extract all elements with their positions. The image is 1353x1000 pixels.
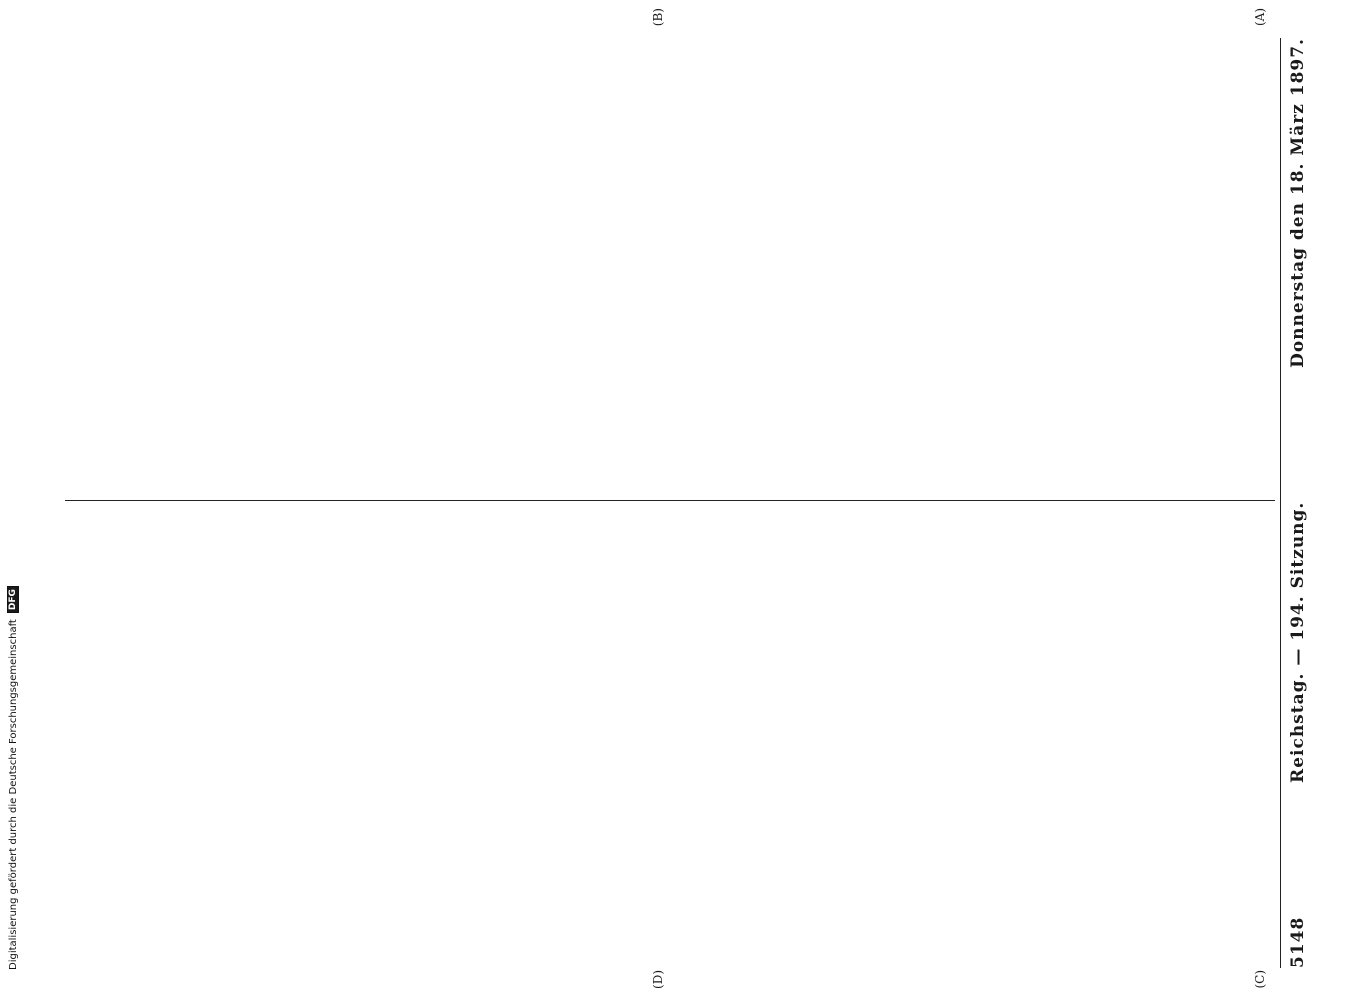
session-title: Reichstag. — 194. Sitzung. <box>1288 501 1308 783</box>
margin-mark-a: (A) <box>1253 8 1267 27</box>
page-header <box>1283 38 1313 968</box>
dfg-logo: DFG <box>7 586 19 613</box>
margin-mark-c: (C) <box>1253 970 1267 989</box>
text-column-right <box>71 520 1271 960</box>
margin-mark-b: (B) <box>651 8 665 27</box>
digitization-footer <box>7 40 19 970</box>
page-number: 5148 <box>1288 916 1308 968</box>
session-date: Donnerstag den 18. März 1897. <box>1288 38 1308 368</box>
footer-text: Digitalisierung gefördert durch die Deutsche Forschungsgemeinschaft <box>7 619 19 970</box>
column-divider <box>65 500 1275 501</box>
margin-mark-d: (D) <box>651 970 665 989</box>
text-column-left <box>71 40 1271 480</box>
header-rule <box>1280 38 1281 968</box>
